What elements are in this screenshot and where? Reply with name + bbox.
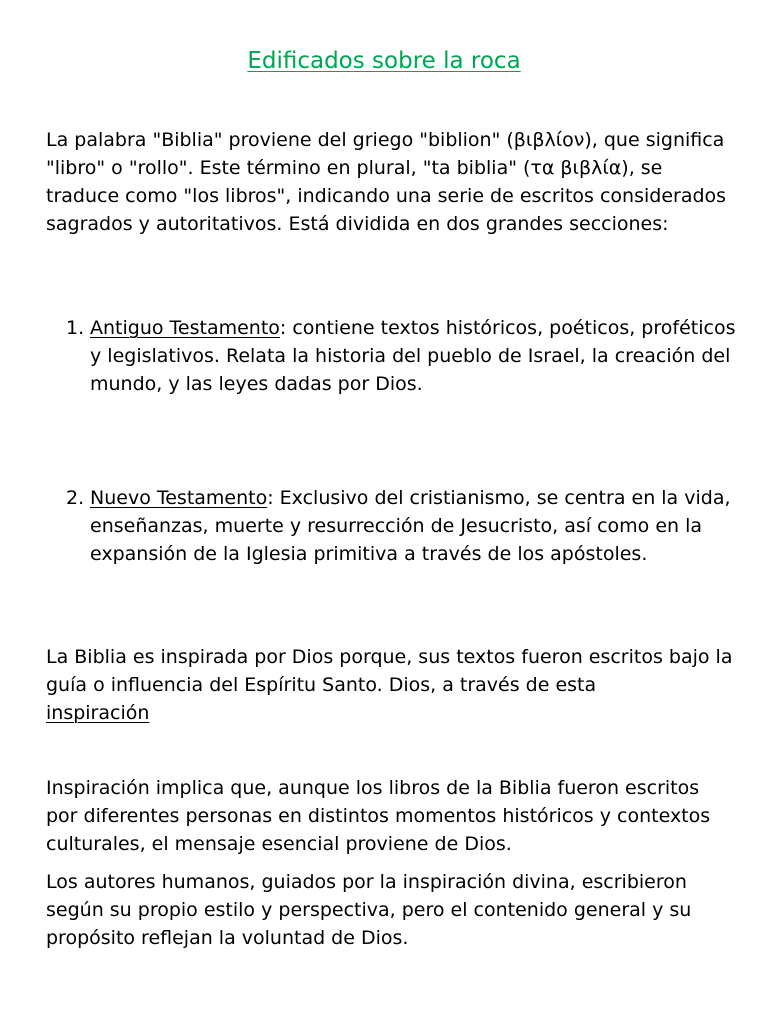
old-testament-text: : contiene textos históricos, poéticos, proféticos y legislativos. Relata la historia del pueblo de Israel, la creación del mundo, y las leyes dadas por Dios.: [90, 317, 736, 395]
list-number: 1.: [66, 317, 85, 339]
human-authors-paragraph: Los autores humanos, guiados por la inspiración divina, escribieron según su propio estilo y perspectiva, pero el contenido general y su propósito reflejan la voluntad de Dios.: [46, 871, 692, 949]
intro-paragraph: La palabra "Biblia" proviene del griego "biblion" (βιβλίον), que significa "libro" o "rollo". Este término en plural, "ta biblia" (τα βιβλία), se traduce como "los libros", indicando una serie de escritos considerados sagrados y autoritativos. Está dividida en dos grandes secciones:: [46, 129, 727, 235]
old-testament-term[interactable]: Antiguo Testamento: [90, 317, 280, 339]
inspiration-definition-paragraph: Inspiración implica que, aunque los libros de la Biblia fueron escritos por diferentes personas en distintos momentos históricos y contextos culturales, el mensaje esencial proviene de Dios.: [46, 777, 711, 855]
inspiration-paragraph: [46, 643, 736, 727]
list-item-new-testament: [90, 484, 740, 568]
new-testament-text: : Exclusivo del cristianismo, se centra en la vida, enseñanzas, muerte y resurrección de Jesucristo, así como en la expansión de la Iglesia primitiva a través de los apóstoles.: [90, 487, 731, 565]
inspiration-link[interactable]: inspiración: [46, 702, 150, 724]
list-number: 2.: [66, 487, 85, 509]
inspiration-text: La Biblia es inspirada por Dios porque, sus textos fueron escritos bajo la guía o influencia del Espíritu Santo. Dios, a través de esta: [46, 646, 733, 696]
list-item-old-testament: [90, 314, 740, 398]
document-title: Edificados sobre la roca: [247, 48, 521, 74]
new-testament-term[interactable]: Nuevo Testamento: [90, 487, 268, 509]
